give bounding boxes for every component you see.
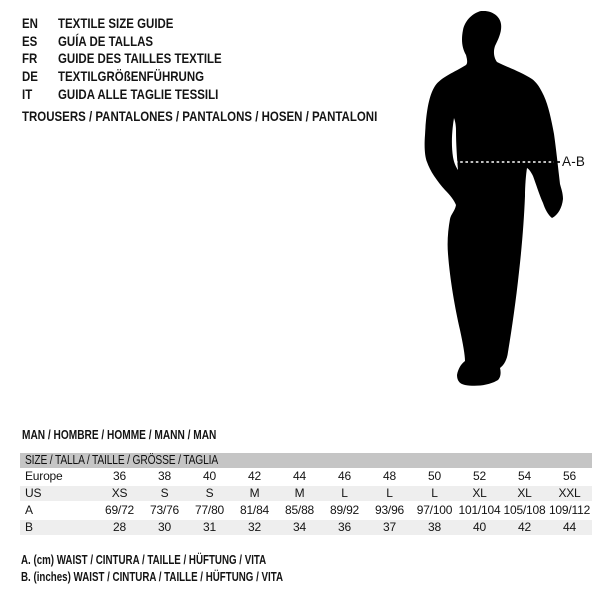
language-row-es — [22, 33, 258, 51]
size-cell: L — [386, 486, 393, 500]
size-cell: S — [205, 486, 214, 500]
language-label: GUÍA DE TALLAS — [58, 32, 154, 49]
size-cell: 38 — [428, 520, 441, 534]
size-cell: 73/76 — [149, 503, 180, 517]
size-cell: 97/100 — [416, 503, 453, 517]
language-row-de — [22, 68, 258, 86]
size-table-body — [20, 468, 592, 536]
size-cell: 46 — [338, 469, 351, 483]
row-label: US — [25, 486, 42, 500]
size-cell: 54 — [518, 469, 531, 483]
size-cell: L — [341, 486, 348, 500]
size-cell: XL — [472, 486, 487, 500]
size-table-header-text: SIZE / TALLA / TAILLE / GRÖSSE / TAGLIA — [25, 453, 218, 467]
category-title-text: TROUSERS / PANTALONES / PANTALONS / HOSEN / PANTALONI — [22, 108, 378, 124]
language-code: DE — [22, 68, 38, 85]
size-cell: 105/108 — [503, 503, 546, 517]
size-table-row-europe — [20, 468, 592, 485]
size-table-header — [20, 453, 592, 468]
size-table-row-us — [20, 485, 592, 502]
size-cell: 48 — [383, 469, 396, 483]
size-cell: 36 — [113, 469, 126, 483]
size-cell: XXL — [558, 486, 581, 500]
size-cell: S — [160, 486, 169, 500]
size-cell: 32 — [248, 520, 261, 534]
language-row-fr — [22, 50, 258, 68]
size-table-row-b — [20, 519, 592, 536]
figure-area — [410, 0, 600, 400]
language-code: ES — [22, 32, 38, 49]
size-cell: 30 — [158, 520, 171, 534]
size-table — [20, 453, 592, 536]
size-cell: 50 — [428, 469, 441, 483]
row-label: B — [25, 520, 33, 534]
size-cell: XL — [517, 486, 532, 500]
language-row-en — [22, 15, 258, 33]
footnote-a-text: A. (cm) WAIST / CINTURA / TAILLE / HÜFTUNG / VITA — [21, 553, 267, 567]
gender-title — [22, 427, 271, 442]
size-cell: 44 — [293, 469, 306, 483]
size-cell: 37 — [383, 520, 396, 534]
language-code: IT — [22, 85, 33, 102]
size-cell: 101/104 — [458, 503, 501, 517]
category-title — [22, 108, 455, 124]
size-cell: 31 — [203, 520, 216, 534]
size-cell: 89/92 — [329, 503, 360, 517]
size-cell: 77/80 — [194, 503, 225, 517]
size-cell: 69/72 — [104, 503, 135, 517]
measurement-ab-label: A-B — [562, 154, 586, 169]
row-label: Europe — [25, 469, 63, 483]
language-label: TEXTILGRÖßENFÜHRUNG — [58, 68, 205, 85]
size-cell: 42 — [518, 520, 531, 534]
size-cell: 81/84 — [239, 503, 270, 517]
size-cell: 36 — [338, 520, 351, 534]
size-cell: 40 — [203, 469, 216, 483]
footnote-b — [21, 569, 357, 586]
footnote-a — [21, 552, 357, 569]
language-code: FR — [22, 50, 38, 67]
size-cell: 52 — [473, 469, 486, 483]
size-cell: M — [294, 486, 305, 500]
footnotes — [21, 552, 357, 585]
size-table-row-a — [20, 502, 592, 519]
man-silhouette-icon — [410, 0, 600, 400]
size-cell: 56 — [563, 469, 576, 483]
size-cell: 38 — [158, 469, 171, 483]
language-list — [22, 15, 258, 103]
size-cell: 28 — [113, 520, 126, 534]
size-cell: 85/88 — [284, 503, 315, 517]
size-cell: 42 — [248, 469, 261, 483]
size-cell: 109/112 — [548, 503, 591, 517]
gender-title-text: MAN / HOMBRE / HOMME / MANN / MAN — [22, 427, 217, 442]
size-cell: M — [249, 486, 260, 500]
language-label: GUIDA ALLE TAGLIE TESSILI — [58, 85, 219, 102]
size-cell: 40 — [473, 520, 486, 534]
size-cell: XS — [111, 486, 128, 500]
size-cell: L — [431, 486, 438, 500]
language-row-it — [22, 86, 258, 104]
row-label: A — [25, 503, 33, 517]
size-cell: 44 — [563, 520, 576, 534]
size-cell: 93/96 — [374, 503, 405, 517]
language-code: EN — [22, 15, 38, 31]
language-label: GUIDE DES TAILLES TEXTILE — [58, 50, 222, 67]
size-cell: 34 — [293, 520, 306, 534]
language-label: TEXTILE SIZE GUIDE — [58, 15, 174, 31]
footnote-b-text: B. (inches) WAIST / CINTURA / TAILLE / HÜFTUNG / VITA — [21, 569, 283, 584]
